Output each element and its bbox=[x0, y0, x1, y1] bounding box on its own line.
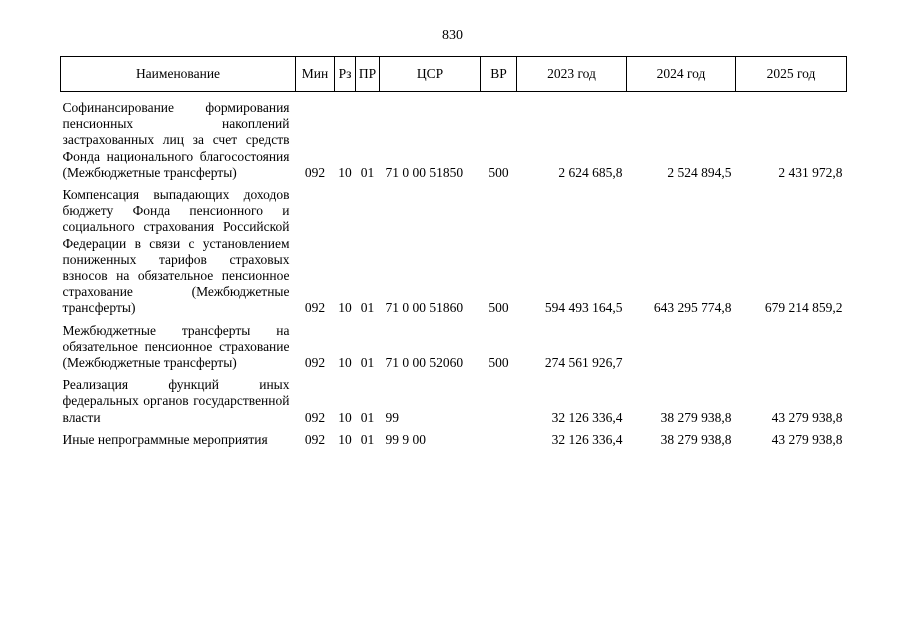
row-pr: 01 bbox=[360, 355, 375, 371]
row-name: Межбюджетные трансферты на обязательное пенсионное страхование (Межбюджетные трансферты) bbox=[62, 322, 290, 371]
row-rz: 10 bbox=[338, 409, 352, 425]
row-2023: 32 126 336,4 bbox=[551, 431, 623, 447]
row-2025: 679 214 859,2 bbox=[764, 300, 843, 316]
row-name: Реализация функций иных федеральных органов государственной власти bbox=[62, 377, 290, 425]
row-2025: 43 279 938,8 bbox=[771, 431, 843, 447]
column-header-rz: Рз bbox=[335, 57, 356, 92]
row-2023: 2 624 685,8 bbox=[558, 164, 623, 180]
row-rz: 10 bbox=[338, 300, 352, 316]
row-pr: 01 bbox=[360, 431, 375, 447]
row-name: Иные непрограммные мероприятия bbox=[62, 431, 268, 447]
row-min: 092 bbox=[304, 431, 326, 447]
row-csr: 99 bbox=[385, 409, 399, 425]
budget-table bbox=[60, 56, 847, 454]
row-pr: 01 bbox=[360, 164, 375, 180]
row-2024: 2 524 894,5 bbox=[667, 164, 732, 180]
row-rz: 10 bbox=[338, 431, 352, 447]
row-pr: 01 bbox=[360, 409, 375, 425]
row-2024: 38 279 938,8 bbox=[660, 409, 732, 425]
table-row bbox=[61, 92, 847, 188]
column-header-name: Наименование bbox=[61, 57, 296, 92]
column-header-2023: 2023 год bbox=[517, 57, 627, 92]
row-csr: 71 0 00 51860 bbox=[385, 300, 464, 316]
row-name: Софинансирование формирования пенсионных накоплений застрахованных лиц за счет средств Фонда национального благосостояния (Межбюджетные трансферты) bbox=[62, 100, 290, 180]
row-vr: 500 bbox=[488, 300, 509, 316]
row-2025: 43 279 938,8 bbox=[771, 409, 843, 425]
row-name: Компенсация выпадающих доходов бюджету Фонда пенсионного и социального страхования Российской Федерации в связи с установлением пониженных тарифов страховых взносов на обязательное пенсионное страхование (Межбюджетные трансферты) bbox=[62, 187, 290, 316]
row-rz: 10 bbox=[338, 355, 352, 371]
row-min: 092 bbox=[304, 164, 326, 180]
row-csr: 99 9 00 bbox=[385, 431, 426, 447]
row-2023: 274 561 926,7 bbox=[544, 355, 623, 371]
row-2023: 594 493 164,5 bbox=[544, 300, 623, 316]
column-header-pr: ПР bbox=[356, 57, 380, 92]
row-min: 092 bbox=[304, 355, 326, 371]
row-2025 bbox=[736, 323, 847, 378]
row-vr: 500 bbox=[488, 355, 509, 371]
row-2025: 2 431 972,8 bbox=[778, 164, 843, 180]
row-min: 092 bbox=[304, 300, 326, 316]
row-vr: 500 bbox=[488, 164, 509, 180]
row-2024: 38 279 938,8 bbox=[660, 431, 732, 447]
column-header-vr: ВР bbox=[481, 57, 517, 92]
row-vr bbox=[481, 377, 517, 432]
row-min: 092 bbox=[304, 409, 326, 425]
row-2024 bbox=[627, 323, 736, 378]
table-row bbox=[61, 187, 847, 323]
column-header-csr: ЦСР bbox=[380, 57, 481, 92]
row-2024: 643 295 774,8 bbox=[653, 300, 732, 316]
row-vr bbox=[481, 432, 517, 454]
table-row bbox=[61, 323, 847, 378]
row-2023: 32 126 336,4 bbox=[551, 409, 623, 425]
column-header-min: Мин bbox=[296, 57, 335, 92]
table-header-row bbox=[61, 57, 847, 92]
row-csr: 71 0 00 51850 bbox=[385, 164, 464, 180]
table-row bbox=[61, 432, 847, 454]
table-row bbox=[61, 377, 847, 432]
row-pr: 01 bbox=[360, 300, 375, 316]
column-header-2024: 2024 год bbox=[627, 57, 736, 92]
row-csr: 71 0 00 52060 bbox=[385, 355, 464, 371]
row-rz: 10 bbox=[338, 164, 352, 180]
page-number: 830 bbox=[442, 28, 463, 43]
column-header-2025: 2025 год bbox=[736, 57, 847, 92]
